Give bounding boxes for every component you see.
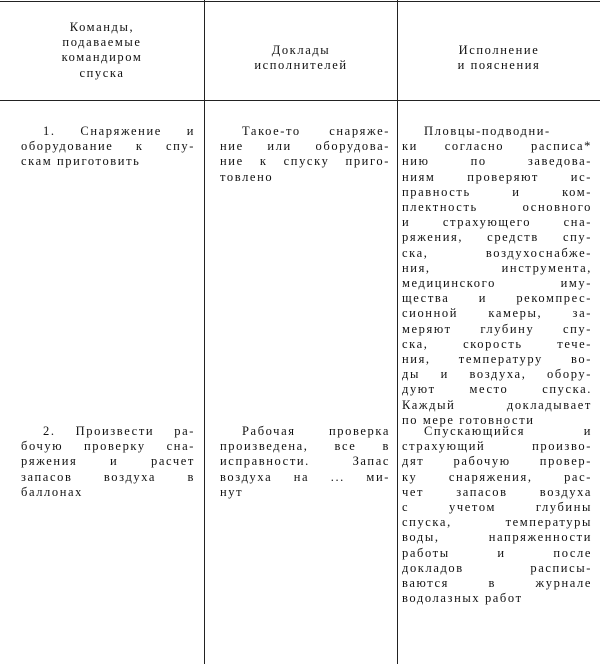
cell-line: бочую проверку сна- [21, 439, 195, 454]
header-reports: Доклады исполнителей [254, 43, 348, 73]
cell-line: баллонах [21, 484, 84, 499]
cell-line: щества и рекомпрес- [402, 291, 592, 306]
cell-line: воды, напряженности [402, 530, 592, 545]
cell-line: чет запасов воздуха [402, 484, 592, 499]
header-commands: Команды, подаваемые командиром спуска [61, 20, 143, 80]
cell-line: с учетом глубины [402, 500, 592, 515]
table-top-rule [0, 1, 600, 2]
cell-line: по мере готовности [402, 412, 535, 427]
cell-line: ние или оборудова- [220, 139, 390, 154]
cell-line: ки согласно расписа* [402, 139, 592, 154]
cell-line: докладов расписы- [402, 560, 592, 575]
cell-line: ряжения, средств спу- [402, 230, 592, 245]
cell-line: оборудование к спу- [21, 139, 195, 154]
cell-line: плектность основного [402, 200, 592, 215]
row-2-command [21, 424, 195, 500]
cell-line: воздуха на ... ми- [220, 469, 390, 484]
cell-line: ваются в журнале [402, 576, 592, 591]
cell-line: дуют место спуска. [402, 382, 592, 397]
cell-line: 2. Произвести ра- [43, 424, 195, 438]
cell-line: сионной камеры, за- [402, 306, 592, 321]
cell-line: Пловцы-подводни- [424, 124, 551, 138]
cell-line: ды и воздуха, обору- [402, 367, 592, 382]
cell-line: спуска, температуры [402, 515, 592, 530]
cell-line: нию по заведова- [402, 154, 592, 169]
row-1-report [220, 124, 390, 185]
cell-line: работы и после [402, 545, 592, 560]
cell-line: 1. Снаряжение и [43, 124, 195, 138]
cell-line: правность и ком- [402, 184, 592, 199]
row-1-execution [402, 124, 592, 428]
cell-line: ряжения и расчет [21, 454, 195, 469]
header-bottom-rule [0, 100, 600, 101]
cell-line: медицинского иму- [402, 276, 592, 291]
cell-line: и страхующего сна- [402, 215, 592, 230]
cell-line: меряют глубину спу- [402, 321, 592, 336]
cell-line: ние к спуску приго- [220, 154, 390, 169]
header-execution: Исполнение и пояснения [457, 43, 541, 73]
cell-line: ска, воздухоснабже- [402, 245, 592, 260]
cell-line: нут [220, 484, 244, 499]
cell-line: Спускающийся и [424, 424, 592, 438]
row-2-report [220, 424, 390, 500]
cell-line: Рабочая проверка [242, 424, 390, 438]
cell-line: ния, инструмента, [402, 260, 592, 275]
cell-line: ку снаряжения, рас- [402, 469, 592, 484]
cell-line: страхующий произво- [402, 439, 592, 454]
cell-line: Такое-то снаряже- [242, 124, 390, 138]
cell-line: Каждый докладывает [402, 397, 592, 412]
cell-line: дят рабочую провер- [402, 454, 592, 469]
cell-line: ска, скорость тече- [402, 336, 592, 351]
cell-line: исправности. Запас [220, 454, 390, 469]
cell-line: водолазных работ [402, 591, 523, 606]
cell-line: скам приготовить [21, 154, 141, 169]
row-2-execution [402, 424, 592, 606]
column-divider-2 [397, 0, 398, 664]
cell-line: товлено [220, 169, 274, 184]
column-divider-1 [204, 0, 205, 664]
row-1-command [21, 124, 195, 170]
cell-line: запасов воздуха в [21, 469, 195, 484]
cell-line: ниям проверяют ис- [402, 169, 592, 184]
cell-line: ния, температуру во- [402, 352, 592, 367]
cell-line: произведена, все в [220, 439, 390, 454]
